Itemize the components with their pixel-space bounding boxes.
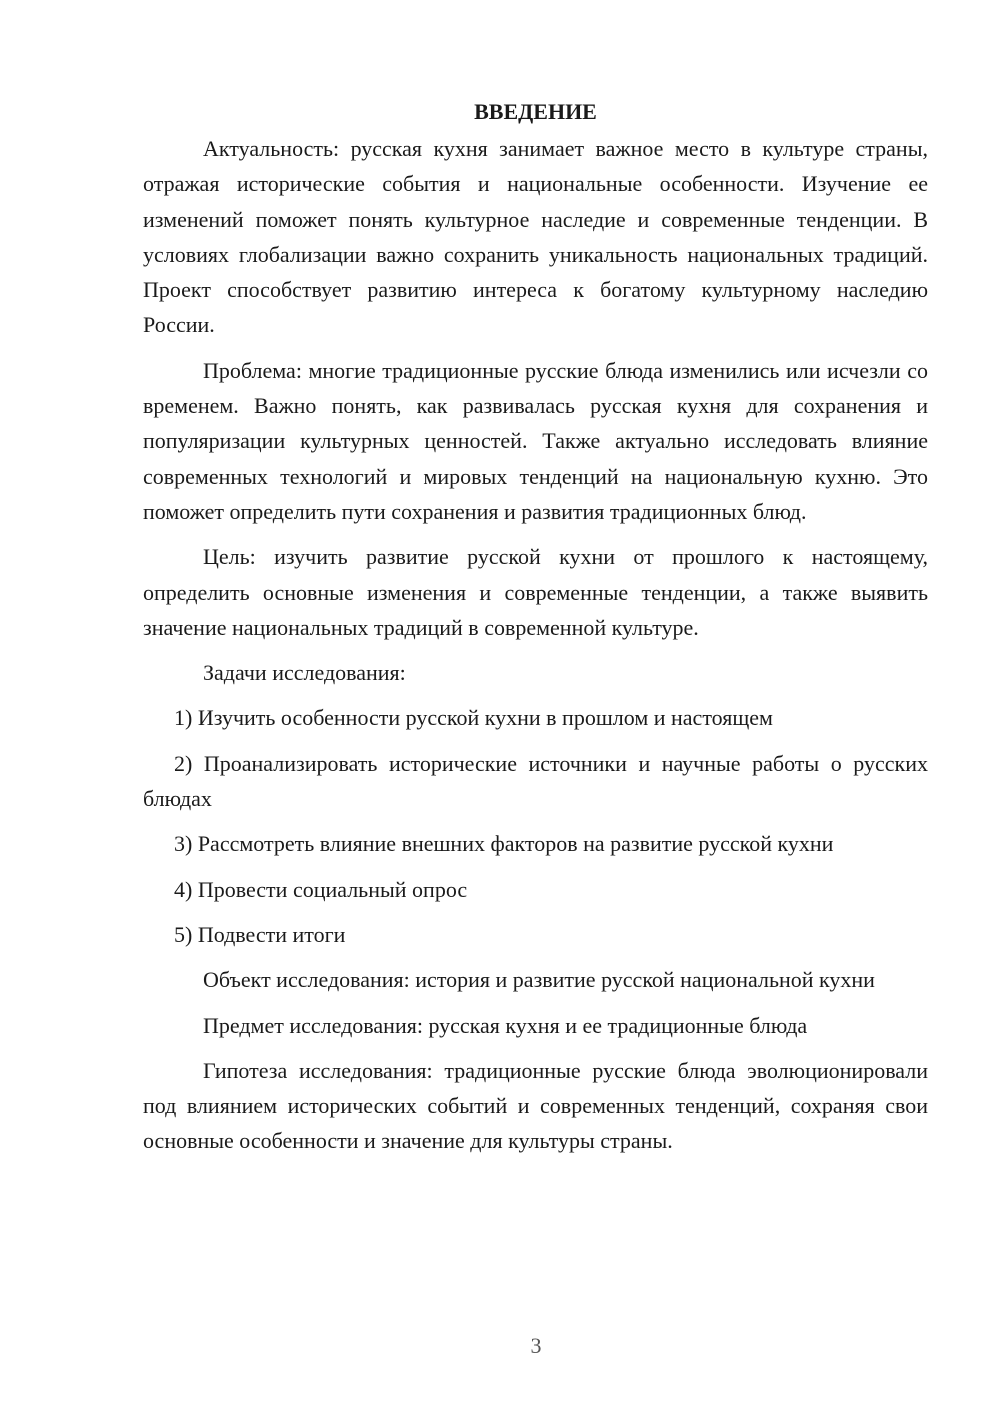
list-item: 1) Изучить особенности русской кухни в прошлом и настоящем xyxy=(174,705,773,731)
document-page xyxy=(143,94,928,1169)
paragraph-problem: Проблема: многие традиционные русские блюда изменились или исчезли со временем. Важно понять, как развивалась русская кухня для сохранения и популяризации культурных ценностей. Также актуально исследовать влияние современных технологий и мировых тенденций на национальную кухню. Это поможет определить пути сохранения и развития традиционных блюд. xyxy=(143,357,928,524)
page-title: ВВЕДЕНИЕ xyxy=(474,99,597,124)
paragraph-subject: Предмет исследования: русская кухня и ее традиционные блюда xyxy=(203,1012,808,1038)
paragraph-tasks-heading: Задачи исследования: xyxy=(203,660,406,686)
list-item: 5) Подвести итоги xyxy=(174,921,346,947)
paragraph-relevance: Актуальность: русская кухня занимает важное место в культуре страны, отражая исторические события и национальные особенности. Изучение ее изменений поможет понять культурное наследие и современные тенденции. В условиях глобализации важно сохранить уникальность национальных традиций. Проект способствует развитию интереса к богатому культурному наследию России. xyxy=(143,136,928,338)
paragraph-object: Объект исследования: история и развитие русской национальной кухни xyxy=(203,967,875,993)
tasks-list xyxy=(143,700,928,952)
paragraph-goal: Цель: изучить развитие русской кухни от прошлого к настоящему, определить основные изменения и современные тенденции, а также выявить значение национальных традиций в современной культуре. xyxy=(143,544,928,640)
paragraph-hypothesis: Гипотеза исследования: традиционные русские блюда эволюционировали под влиянием исторических событий и современных тенденций, сохраняя свои основные особенности и значение для культуры страны. xyxy=(143,1057,928,1154)
page-number: 3 xyxy=(530,1333,542,1358)
list-item: 4) Провести социальный опрос xyxy=(174,876,468,902)
list-item: 2) Проанализировать исторические источники и научные работы о русских блюдах xyxy=(143,750,928,812)
list-item: 3) Рассмотреть влияние внешних факторов на развитие русской кухни xyxy=(174,831,834,857)
